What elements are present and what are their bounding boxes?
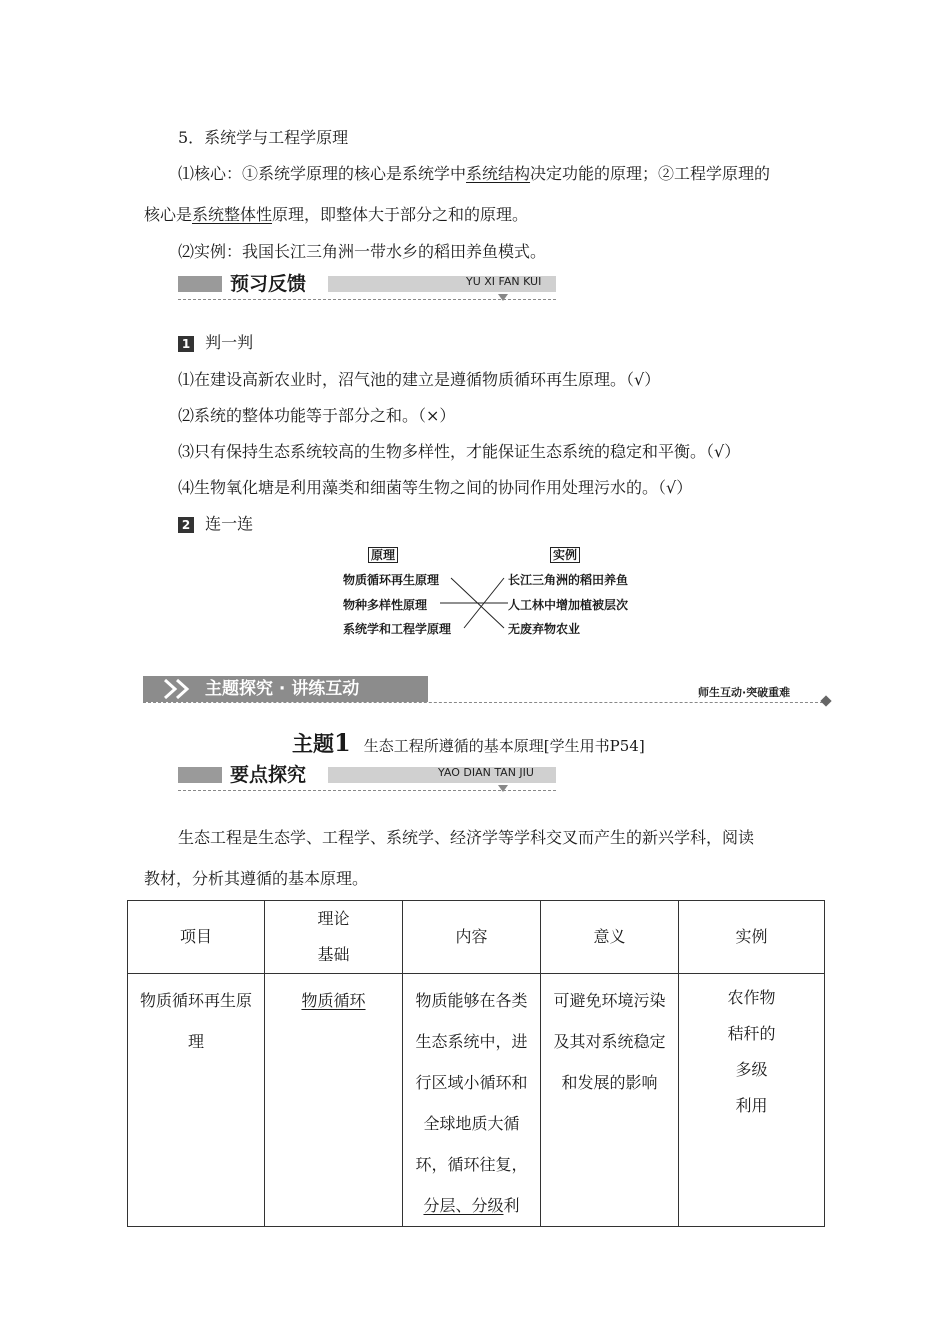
- connect-right-2: 人工林中增加植被层次: [508, 598, 629, 612]
- connect-title: 连一连: [205, 514, 254, 533]
- cell-content-line: 行区域小循环和: [415, 1073, 528, 1092]
- connect-number-badge: 2: [178, 517, 194, 533]
- cell-basis: [265, 974, 403, 1227]
- topic-title: 生态工程所遵循的基本原理[学生用书P54]: [363, 737, 645, 755]
- answer-layered-graded: 分层、分级: [423, 1196, 504, 1215]
- cell-content-line: 环，循环往复，: [415, 1155, 528, 1174]
- cell-content-line: 生态系统中，进: [415, 1032, 528, 1051]
- judge-item-1: ⑴在建设高新农业时，沼气池的建立是遵循物质循环再生原理。（√）: [178, 370, 661, 389]
- connect-heading: [178, 514, 253, 534]
- core-text-a: ⑴核心：①系统学原理的核心是系统学中: [178, 164, 467, 183]
- cell-example-line: 农作物: [727, 988, 776, 1007]
- section-heading: 5．系统学与工程学原理: [178, 128, 349, 147]
- cell-item-line: 理: [187, 1032, 204, 1051]
- connect-left-2: 物种多样性原理: [343, 598, 428, 612]
- header-example: 实例: [679, 901, 825, 974]
- cell-item: [128, 974, 265, 1227]
- judge-item-2: ⑵系统的整体功能等于部分之和。（×）: [178, 406, 456, 425]
- connect-left-1: 物质循环再生原理: [343, 573, 440, 587]
- connect-lines: [440, 570, 510, 636]
- header-meaning: 意义: [541, 901, 679, 974]
- cell-meaning-line: 及其对系统稳定: [553, 1032, 666, 1051]
- core-line-1: [178, 164, 770, 184]
- banner-points-title: 要点探究: [222, 761, 314, 789]
- judge-number-badge: 1: [178, 336, 194, 352]
- topic-number: 1: [334, 728, 351, 757]
- banner-theme-left: 主题探究: [205, 679, 273, 699]
- table-header-row: [128, 901, 825, 974]
- banner-key-points: [178, 761, 558, 791]
- intro-line-2: 教材，分析其遵循的基本原理。: [144, 869, 369, 888]
- connect-left-header: 原理: [368, 546, 398, 563]
- cell-example-line: 利用: [735, 1096, 768, 1115]
- diamond-icon: [820, 695, 831, 706]
- topic-label: 主题: [292, 732, 334, 756]
- header-basis: [265, 901, 403, 974]
- cell-meaning-line: 和发展的影响: [561, 1073, 658, 1092]
- core-text-b: 决定功能的原理；②工程学原理的: [530, 164, 771, 183]
- answer-material-cycle: 物质循环: [301, 991, 366, 1010]
- judge-heading: [178, 333, 253, 353]
- core-line-2: [144, 205, 528, 225]
- banner-theme-sub: 师生互动·突破重难: [698, 686, 791, 699]
- answer-system-structure: 系统结构: [466, 164, 531, 183]
- core-text-d: 原理，即整体大于部分之和的原理。: [272, 205, 529, 224]
- topic-heading: [292, 728, 645, 758]
- cell-content-tail: 利: [503, 1196, 520, 1215]
- banner-preview-feedback: [178, 270, 558, 300]
- cell-example-line: 多级: [735, 1060, 768, 1079]
- banner-preview-title: 预习反馈: [222, 270, 314, 298]
- connect-left-3: 系统学和工程学原理: [343, 622, 452, 636]
- answer-system-wholeness: 系统整体性: [192, 205, 273, 224]
- cell-item-line: 物质循环再生原: [139, 991, 252, 1010]
- cell-meaning: [541, 974, 679, 1227]
- banner-points-pinyin: YAO DIAN TAN JIU: [438, 766, 534, 779]
- connect-right-header: 实例: [550, 546, 580, 563]
- cell-content-line: [407, 1185, 536, 1226]
- header-item: 项目: [128, 901, 265, 974]
- banner-theme-dot: ·: [278, 679, 286, 699]
- header-basis-line2: 基础: [317, 945, 350, 964]
- cell-example: [679, 974, 825, 1227]
- cell-content-line: 全球地质大循: [423, 1114, 520, 1133]
- header-basis-line1: 理论: [317, 909, 350, 928]
- banner-theme-right: 讲练互动: [291, 679, 360, 699]
- connect-right-3: 无废弃物农业: [508, 622, 581, 636]
- example-line: ⑵实例：我国长江三角洲一带水乡的稻田养鱼模式。: [178, 242, 547, 261]
- core-text-c: 核心是: [144, 205, 193, 224]
- double-chevron-icon: [163, 678, 203, 700]
- principles-table: [127, 900, 825, 1227]
- connect-right-1: 长江三角洲的稻田养鱼: [508, 573, 629, 587]
- banner-preview-pinyin: YU XI FAN KUI: [466, 275, 542, 288]
- judge-item-3: ⑶只有保持生态系统较高的生物多样性，才能保证生态系统的稳定和平衡。（√）: [178, 442, 741, 461]
- judge-item-4: ⑷生物氧化塘是利用藻类和细菌等生物之间的协同作用处理污水的。（√）: [178, 478, 693, 497]
- table-row: [128, 974, 825, 1227]
- cell-meaning-line: 可避免环境污染: [553, 991, 666, 1010]
- intro-line-1: 生态工程是生态学、工程学、系统学、经济学等学科交叉而产生的新兴学科，阅读: [178, 828, 755, 847]
- cell-content: [403, 974, 541, 1227]
- banner-theme: [143, 676, 833, 706]
- cell-example-line: 秸秆的: [727, 1024, 776, 1043]
- judge-title: 判一判: [205, 333, 254, 352]
- cell-content-line: 物质能够在各类: [415, 991, 528, 1010]
- header-content: 内容: [403, 901, 541, 974]
